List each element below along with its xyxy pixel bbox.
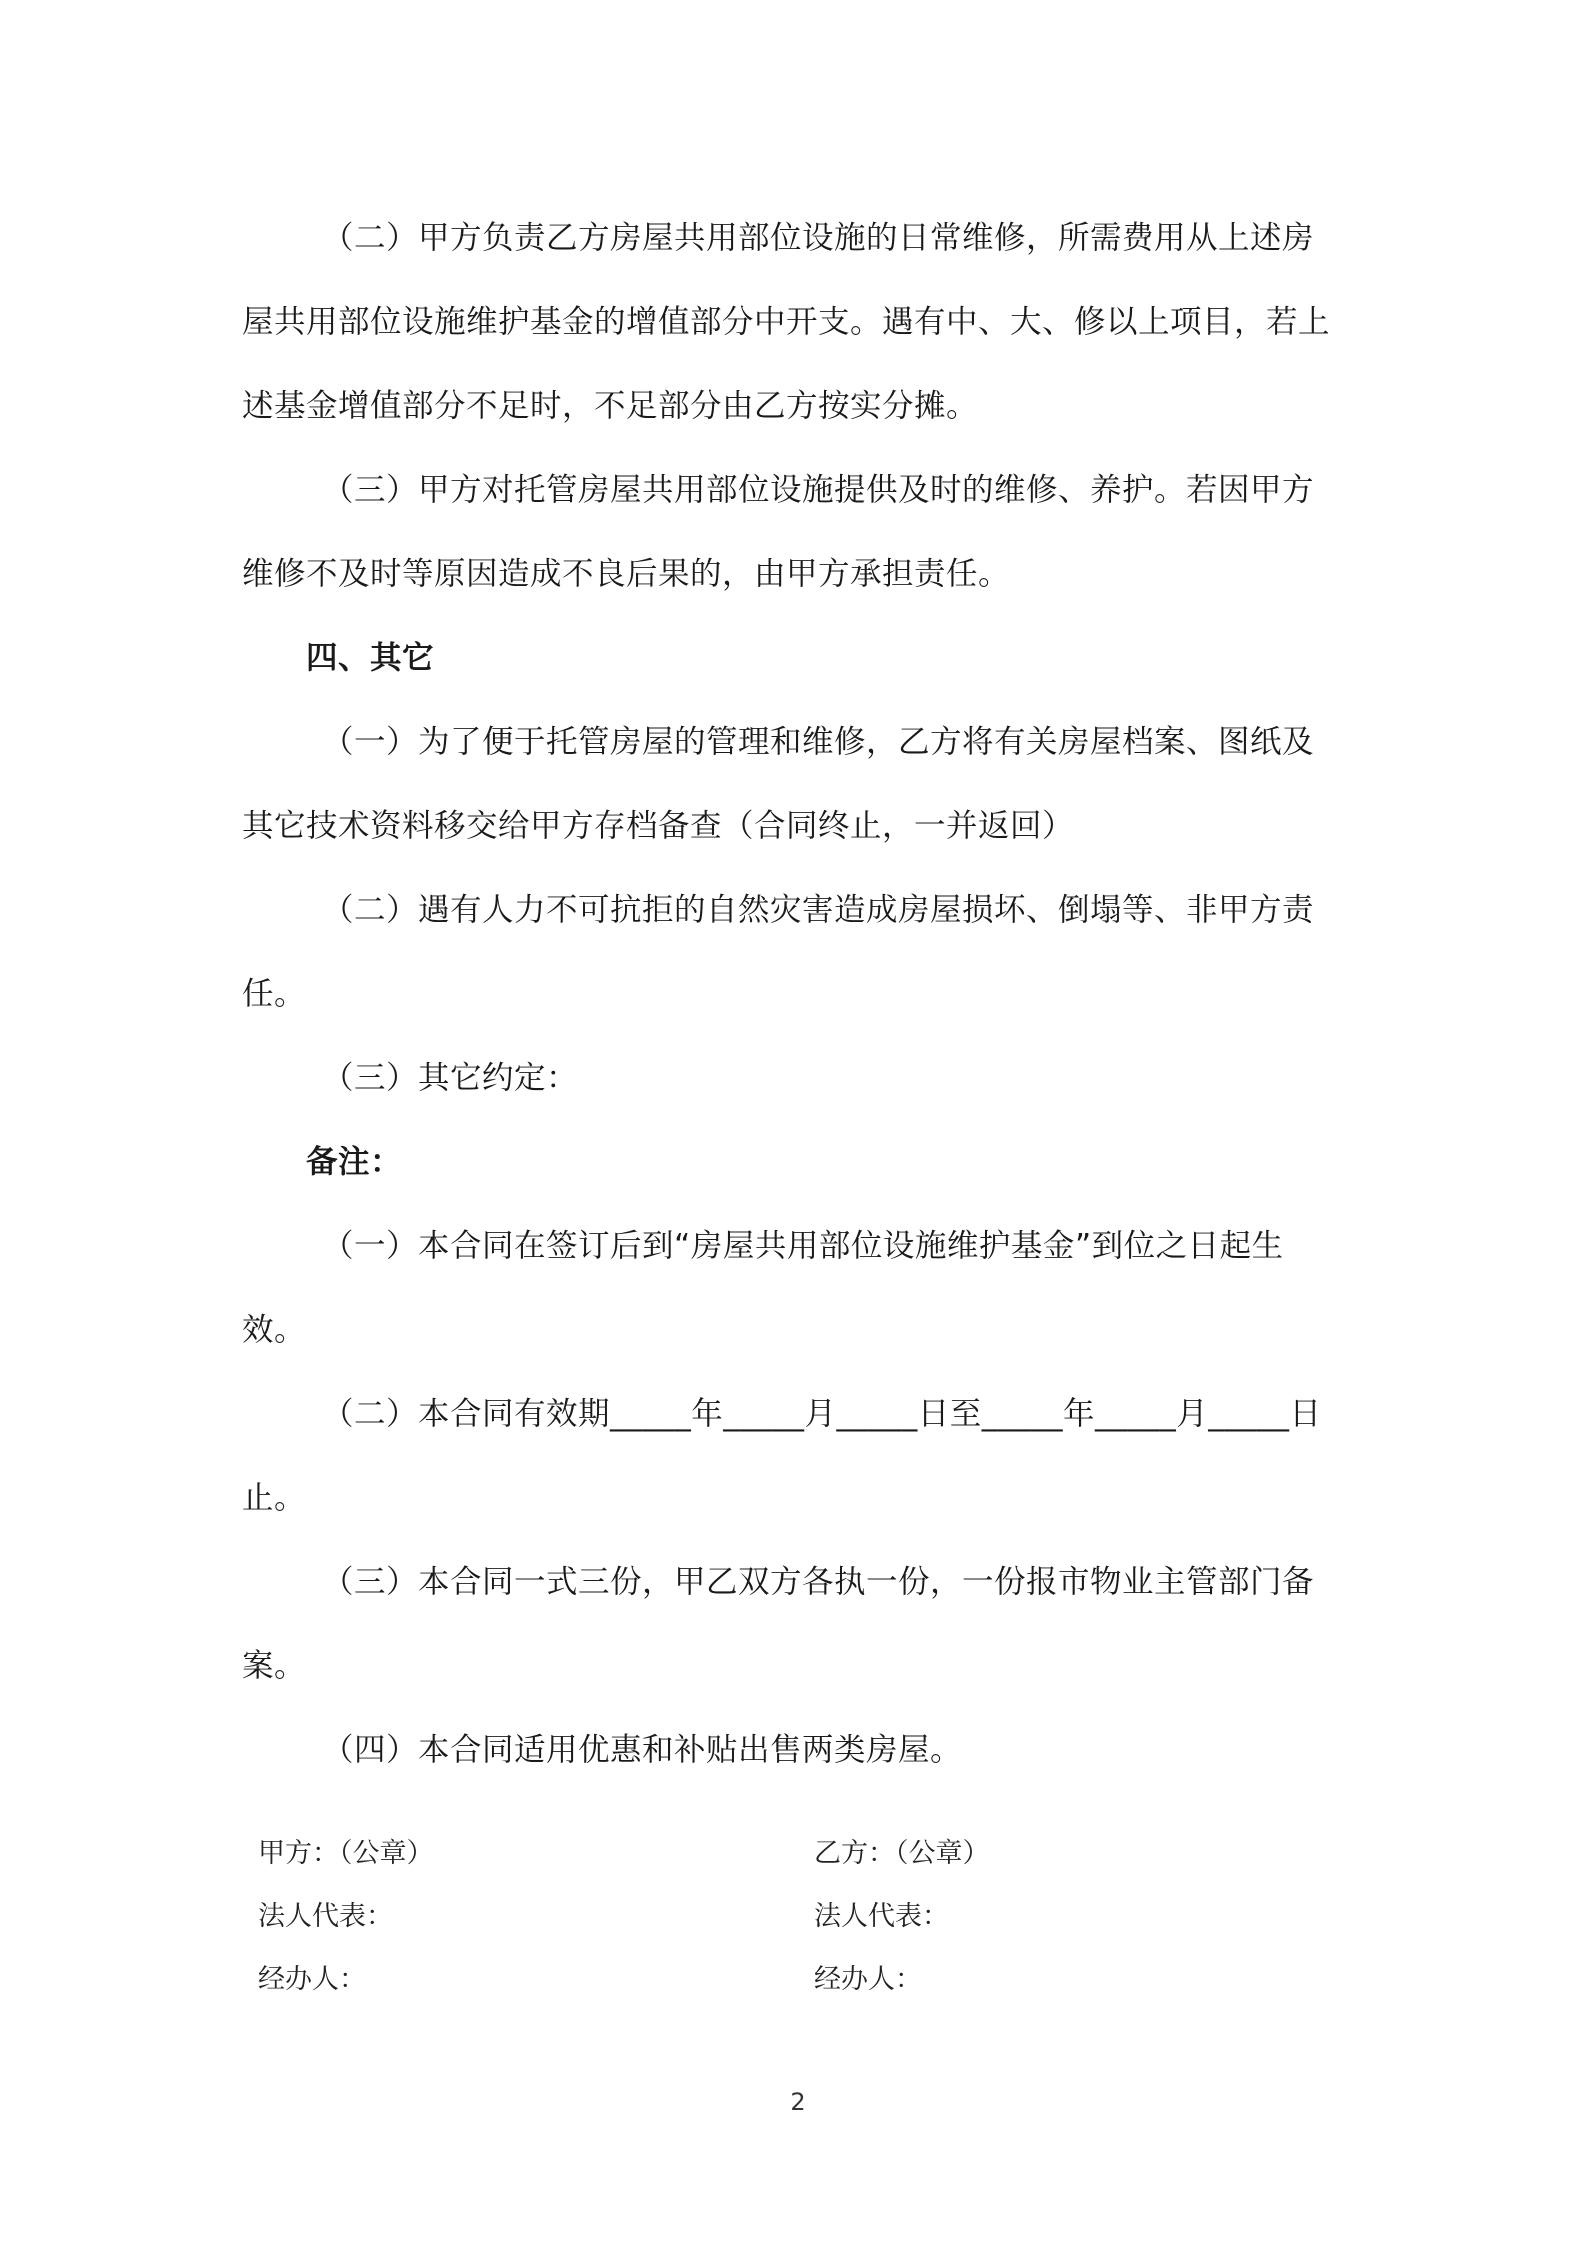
party-b-signature-block [814,1822,990,2011]
page-number: 2 [790,2088,806,2116]
party-a-signature-block [258,1822,434,2011]
note-3-paragraph: （三）本合同一式三份，甲乙双方各执一份，一份报市物业主管部门备案。 [242,1564,1315,1684]
note-2-paragraph: （二）本合同有效期_____年_____月_____日至_____年_____月_____日止。 [242,1396,1322,1516]
note-1-paragraph: （一）本合同在签订后到“房屋共用部位设施维护基金”到位之日起生效。 [242,1228,1284,1348]
clause-4-2-paragraph: （二）遇有人力不可抗拒的自然灾害造成房屋损坏、倒塌等、非甲方责任。 [242,892,1315,1012]
section-4-heading: 四、其它 [306,640,435,676]
clause-2-2-paragraph: （二）甲方负责乙方房屋共用部位设施的日常维修，所需费用从上述房屋共用部位设施维护基金的增值部分中开支。遇有中、大、修以上项目，若上述基金增值部分不足时，不足部分由乙方按实分摊。 [242,220,1331,424]
party-a-legal-rep-label: 法人代表： [258,1901,393,1932]
party-b-seal-label: 乙方：（公章） [814,1838,990,1869]
notes-heading: 备注： [306,1144,403,1180]
party-b-handler-label: 经办人： [814,1964,922,1995]
note-4-paragraph: （四）本合同适用优惠和补贴出售两类房屋。 [322,1732,963,1768]
party-a-handler-label: 经办人： [258,1964,366,1995]
document-body [242,196,1342,1792]
party-a-seal-label: 甲方：（公章） [258,1838,434,1869]
clause-2-3-paragraph: （三）甲方对托管房屋共用部位设施提供及时的维修、养护。若因甲方维修不及时等原因造成不良后果的，由甲方承担责任。 [242,472,1315,592]
clause-4-3-paragraph: （三）其它约定： [322,1060,579,1096]
clause-4-1-paragraph: （一）为了便于托管房屋的管理和维修，乙方将有关房屋档案、图纸及其它技术资料移交给甲方存档备查（合同终止，一并返回） [242,724,1315,844]
party-b-legal-rep-label: 法人代表： [814,1901,949,1932]
